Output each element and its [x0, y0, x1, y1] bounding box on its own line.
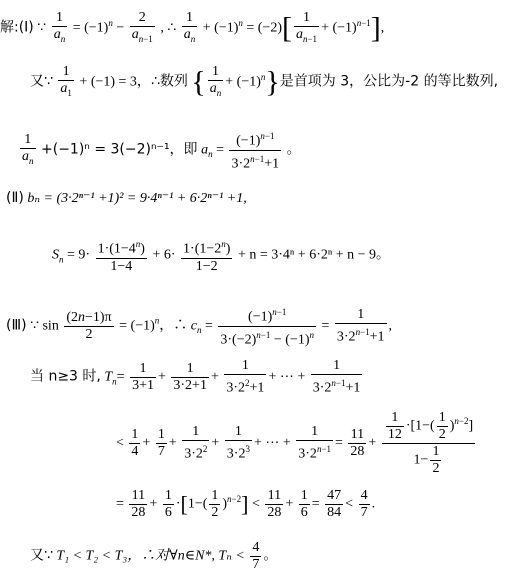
- because-symbol: ∵: [37, 20, 47, 36]
- geo-description: 是首项为 3，公比为-2 的等比数列,: [279, 73, 499, 90]
- final-statement: T₁ < T₂ < T₃，∴对∀n∈N*, Tₙ <: [56, 548, 245, 564]
- suffix: 。: [286, 142, 301, 158]
- frac: $\frac{1}{3\cdot 2^{n-1}+1}$: [336, 306, 385, 345]
- frac: $\frac{(2n-1)\pi}{2}$: [66, 309, 112, 342]
- frac: $\frac{1}{a_1}$: [60, 64, 72, 98]
- end-mark: 。: [263, 548, 278, 564]
- frac: $\frac{47}{84}$: [327, 488, 342, 520]
- eq3-text: +(−1)ⁿ = 3(−2)ⁿ⁻¹，即: [41, 141, 198, 158]
- frac: $\frac{1}{3\cdot 2^3}$: [226, 424, 250, 462]
- frac: $\frac{1}{3\cdot 2^2}$: [184, 424, 208, 462]
- frac: $\frac{1}{3\cdot 2^{n-1}}$: [298, 424, 332, 462]
- frac: $\frac{(-1)^{n-1}}{3\cdot 2^{n-1}+1}$: [229, 128, 281, 172]
- frac: $\frac{11}{28}$: [267, 488, 282, 520]
- frac: $\frac{1}{a_{n-1}}$: [295, 10, 318, 44]
- line-part1-eq1: 解:(Ⅰ) ∵ $\frac{1}{a_n}$ = $(-1)^n$ − $\frac{2}{a_{n-1}}$ , ∴ $\frac{1}{a_n}$ + $(-1)^n = (-2)$[ $\frac{1}{a_{n-1}}$ + $(-1)^{n-1}$],: [0, 10, 384, 47]
- line-part1-eq3: $\frac{1}{a_n}$ +(−1)ⁿ = 3(−2)ⁿ⁻¹，即 $a_n$ = $\frac{(-1)^{n-1}}{3\cdot 2^{n-1}+1}$ 。: [18, 128, 301, 172]
- again-text-2: 又∵: [30, 547, 53, 564]
- frac: $\frac{11}{28}$: [350, 427, 365, 459]
- line-part3-cn: (Ⅲ) ∵ sin $\frac{(2n-1)\pi}{2}$ = $(-1)^n$，∴ $c_n$ = $\frac{(-1)^{n-1}}{3\cdot(-2)^{n-1} - (-1)^n}$ = $\frac{1}{3\cdot 2^{n-1}+1}$ ,: [6, 304, 392, 348]
- frac: $\frac{1}{a_n}$: [183, 10, 196, 44]
- frac: $\frac{1}{3\cdot 2^2+1}$: [226, 358, 265, 396]
- sn-result: + n = 3·4ⁿ + 6·2ⁿ + n − 9。: [237, 247, 391, 263]
- frac: $\frac{1\cdot(1-2^n)}{1-2}$: [181, 236, 232, 275]
- when-text: 当 n≥3 时,: [30, 368, 101, 385]
- part2-label: (Ⅱ): [6, 190, 24, 206]
- frac: $\frac{2}{a_{n-1}}$: [131, 10, 153, 44]
- frac: $\frac{1}{a_n}$: [53, 10, 66, 44]
- frac: $\frac{1}{12}$ ·[1−( $\frac{1}{2}$ )$^{n-2}$] 1− $\frac{1}{2}$: [382, 410, 475, 477]
- frac: $\frac{1}{a_n}$: [22, 131, 34, 166]
- frac: $\frac{1}{3\cdot 2^{n-1}+1}$: [312, 358, 361, 396]
- frac: $\frac{1}{7}$: [157, 427, 165, 459]
- again-text: 又∵: [30, 73, 53, 90]
- frac: $\frac{1}{3+1}$: [132, 360, 154, 393]
- line-part2-bn: [6, 190, 247, 207]
- therefore-symbol: ∴: [167, 20, 177, 36]
- frac: $\frac{(-1)^{n-1}}{3\cdot(-2)^{n-1} - (-1)^n}$: [218, 304, 316, 348]
- frac: $\frac{1}{3\cdot 2+1}$: [173, 360, 207, 393]
- line-part2-sn: $S_n = 9\cdot$ $\frac{1\cdot(1-4^n)}{1-4}$ + 6· $\frac{1\cdot(1-2^n)}{1-2}$ + n = 3·4ⁿ + 6·2ⁿ + n − 9。: [52, 236, 390, 275]
- frac: $\frac{4}{7}$: [360, 488, 368, 520]
- frac: $\frac{1}{6}$: [300, 488, 308, 520]
- frac: $\frac{1\cdot(1-4^n)}{1-4}$: [96, 236, 147, 275]
- frac: $\frac{1}{4}$: [131, 427, 139, 459]
- frac: $\frac{1}{6}$: [164, 488, 172, 520]
- sequence-word: ∴数列: [150, 73, 188, 90]
- line-part1-eq2: 又∵ $\frac{1}{a_1}$ + (−1) = 3，∴数列 { $\frac{1}{a_n}$ + $(-1)^n$}是首项为 3，公比为-2 的等比数列,: [30, 64, 498, 101]
- line-part3-tn: 当 n≥3 时, $T_n=$ $\frac{1}{3+1}$ + $\frac{1}{3\cdot 2+1}$ + $\frac{1}{3\cdot 2^2+1}$ + ⋯ + $\frac{1}{3\cdot 2^{n-1}+1}$: [30, 358, 361, 396]
- bn-formula: bₙ = (3·2ⁿ⁻¹ +1)² = 9·4ⁿ⁻¹ + 6·2ⁿ⁻¹ +1,: [27, 191, 247, 206]
- frac: $\frac{11}{28}$: [131, 488, 146, 520]
- frac: $\frac{1}{a_n}$: [209, 64, 222, 98]
- part1-label: 解:(Ⅰ): [0, 19, 34, 36]
- line-part3-result: = $\frac{11}{28}$ + $\frac{1}{6}$ ·[1−( $\frac{1}{2}$ )$^{n-2}$] < $\frac{11}{28}$ + $\frac{1}{6}$ = $\frac{47}{84}$ < $\frac{4}{7}$ .: [116, 488, 376, 520]
- line-part3-bound: < $\frac{1}{4}$ + $\frac{1}{7}$ + $\frac{1}{3\cdot 2^2}$ + $\frac{1}{3\cdot 2^3}$ + ⋯ + $\frac{1}{3\cdot 2^{n-1}}$ = $\frac{11}{28}$ + $\frac{1}{12}$ ·[1−( $\frac{1}{2}$ )$^{n-2}$] 1− $\frac{1}{2}$: [116, 410, 474, 476]
- frac: $\frac{4}{7}$: [252, 540, 260, 572]
- part3-label: (Ⅲ): [6, 317, 27, 334]
- line-part3-final: [30, 540, 277, 573]
